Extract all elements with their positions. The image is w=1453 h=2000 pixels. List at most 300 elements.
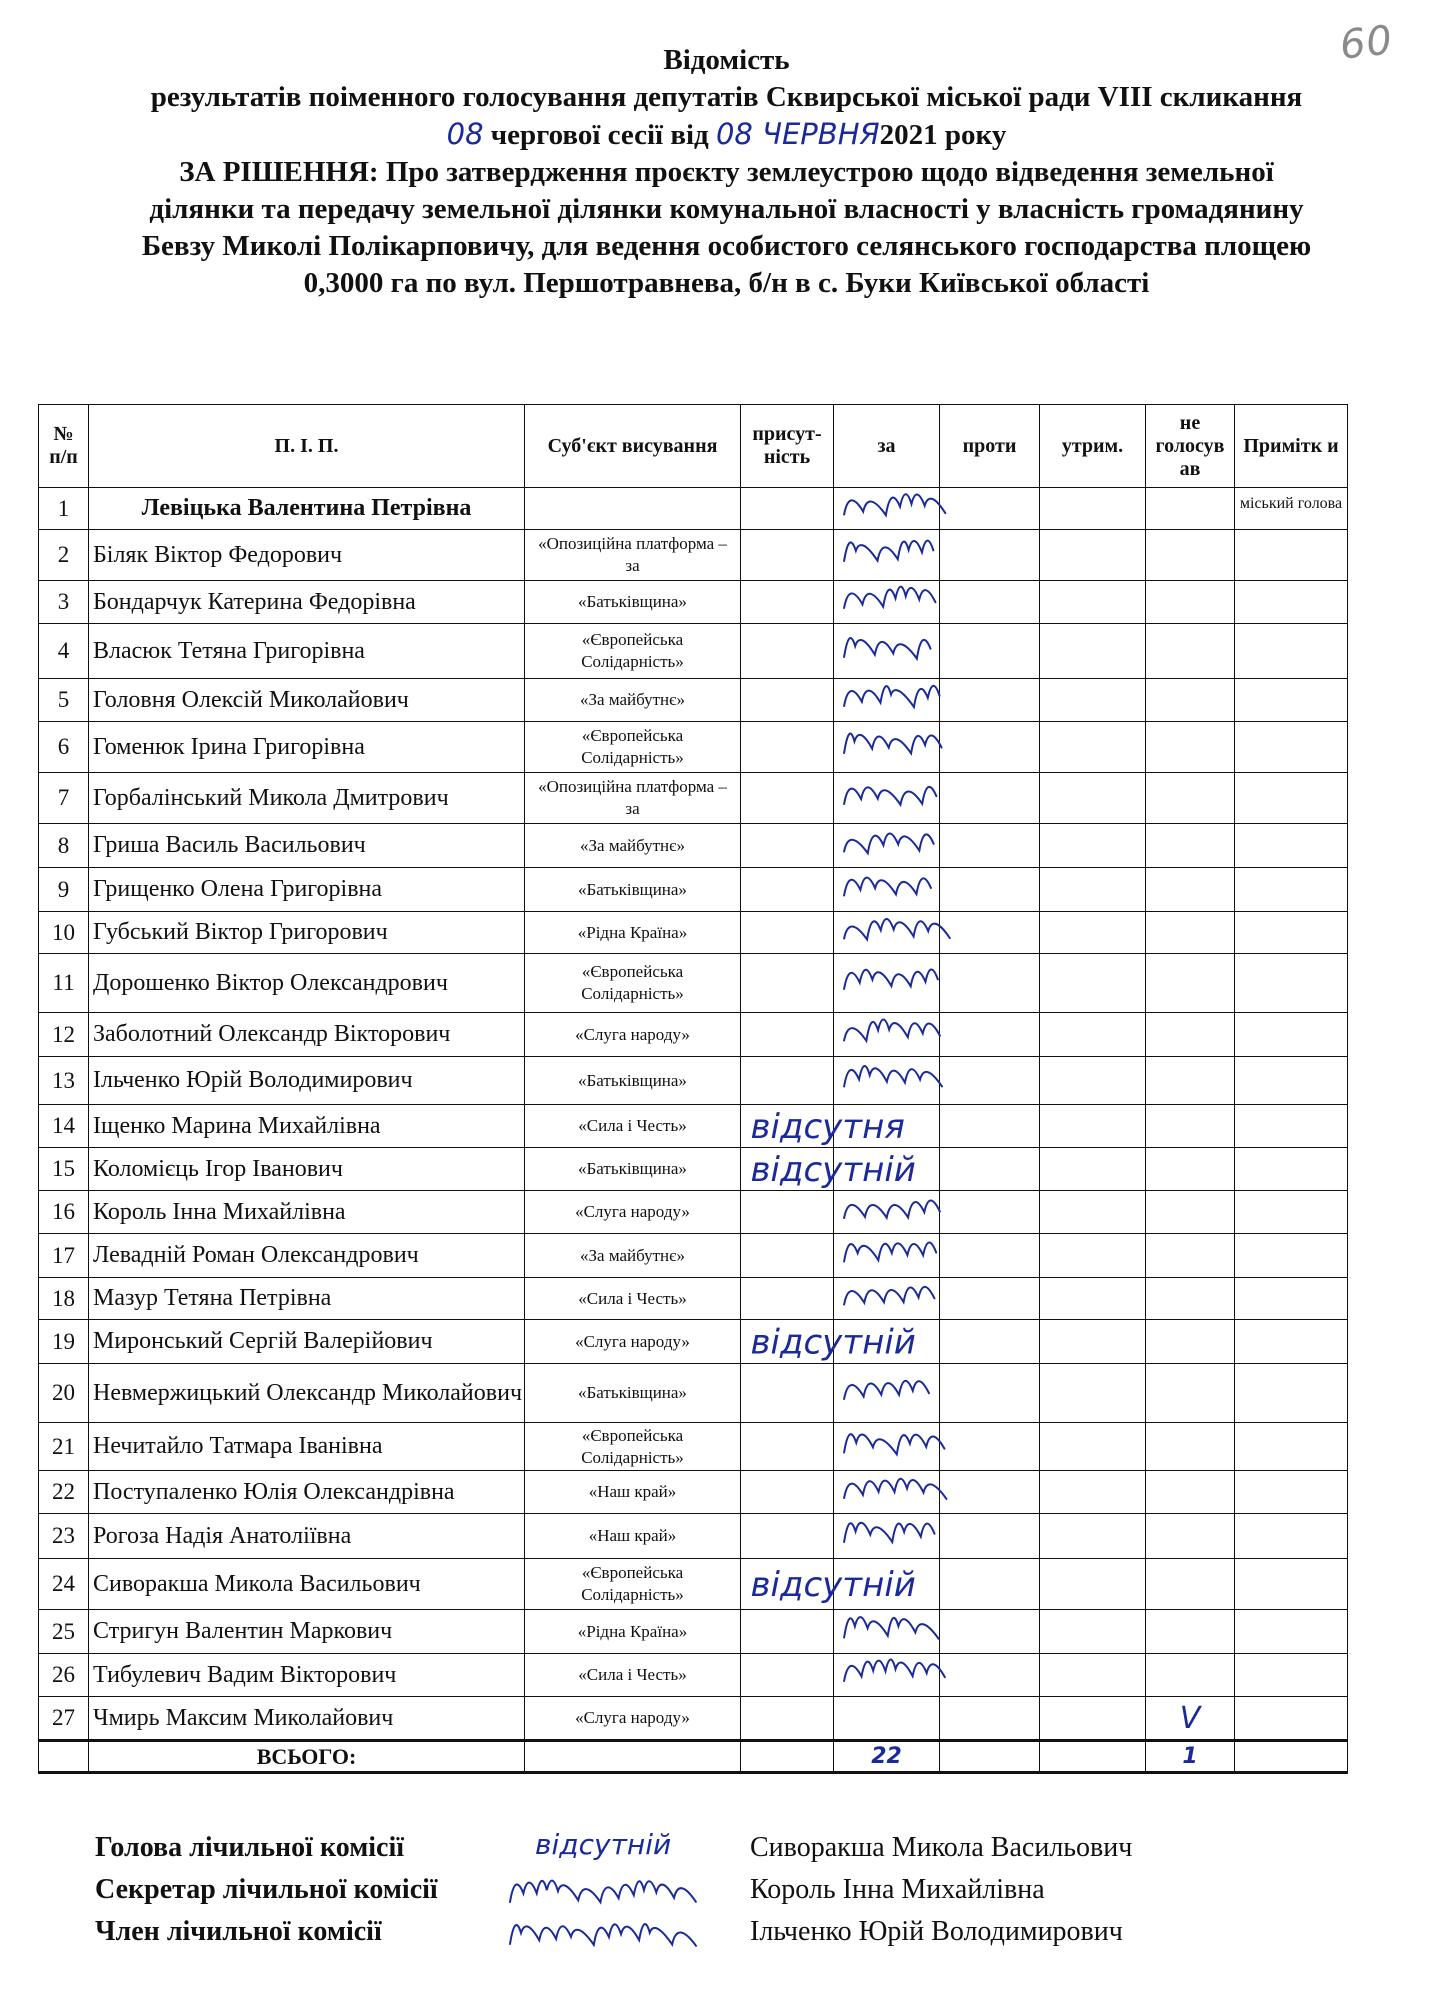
vote-for-cell [834, 1148, 940, 1191]
presence-cell [741, 1423, 834, 1471]
vote-abstain-cell [1040, 1105, 1146, 1148]
deputy-name: Мазур Тетяна Петрівна [89, 1278, 525, 1320]
deputy-name: Чмирь Максим Миколайович [89, 1697, 525, 1741]
table-row [39, 530, 1348, 581]
vote-abstain-cell [1040, 1423, 1146, 1471]
nominating-party: «Рідна Країна» [525, 1610, 741, 1654]
commission-member-name: Король Інна Михайлівна [750, 1874, 1045, 1905]
row-number: 22 [39, 1471, 89, 1514]
row-number: 19 [39, 1320, 89, 1364]
deputy-name: Горбалінський Микола Дмитрович [89, 773, 525, 824]
note-cell [1235, 1559, 1348, 1610]
col-presence: присут-ність [741, 405, 834, 488]
deputy-name: Дорошенко Віктор Олександрович [89, 954, 525, 1013]
row-number: 21 [39, 1423, 89, 1471]
vote-abstain-cell [1040, 624, 1146, 679]
vote-against-cell [940, 1148, 1040, 1191]
vote-for-cell [834, 1559, 940, 1610]
note-cell: міський голова [1235, 488, 1348, 530]
nominating-party: «Європейська Солідарність» [525, 722, 741, 773]
vote-against-cell [940, 1013, 1040, 1057]
row-number: 14 [39, 1105, 89, 1148]
not-voted-cell [1146, 1654, 1235, 1697]
table-row [39, 1423, 1348, 1471]
vote-abstain-cell [1040, 1471, 1146, 1514]
session-number: 08 [446, 117, 484, 151]
note-cell [1235, 1105, 1348, 1148]
not-voted-cell [1146, 1514, 1235, 1559]
table-row [39, 624, 1348, 679]
presence-cell [741, 679, 834, 722]
not-voted-cell [1146, 1610, 1235, 1654]
deputy-name: Невмержицький Олександр Миколайович [89, 1364, 525, 1423]
deputy-name: Тибулевич Вадим Вікторович [89, 1654, 525, 1697]
vote-against-cell [940, 530, 1040, 581]
row-number: 24 [39, 1559, 89, 1610]
deputy-name: Грищенко Олена Григорівна [89, 868, 525, 912]
vote-abstain-cell [1040, 1364, 1146, 1423]
vote-against-cell [940, 1514, 1040, 1559]
deputy-name: Іщенко Марина Михайлівна [89, 1105, 525, 1148]
note-cell [1235, 1234, 1348, 1278]
nominating-party: «Слуга народу» [525, 1320, 741, 1364]
nominating-party: «Європейська Солідарність» [525, 624, 741, 679]
table-row [39, 1013, 1348, 1057]
vote-against-cell [940, 868, 1040, 912]
not-voted-cell [1146, 1364, 1235, 1423]
presence-cell [741, 581, 834, 624]
commission-absent-mark: відсутній [535, 1828, 672, 1861]
vote-for-cell [834, 912, 940, 954]
table-row [39, 1697, 1348, 1741]
row-number: 10 [39, 912, 89, 954]
not-voted-cell [1146, 773, 1235, 824]
vote-for-cell [834, 624, 940, 679]
decision-line-1: ЗА РІШЕННЯ: Про затвердження проєкту землеустрою щодо відведення земельної [179, 156, 1274, 188]
table-row [39, 773, 1348, 824]
col-name: П. І. П. [89, 405, 525, 488]
table-row [39, 1559, 1348, 1610]
vote-for-cell [834, 1610, 940, 1654]
vote-against-cell [940, 1234, 1040, 1278]
vote-for-cell [834, 679, 940, 722]
vote-against-cell [940, 581, 1040, 624]
vote-abstain-cell [1040, 1559, 1146, 1610]
commission-row [95, 1916, 1345, 1958]
note-cell [1235, 1514, 1348, 1559]
deputy-name: Король Інна Михайлівна [89, 1191, 525, 1234]
deputy-name: Власюк Тетяна Григорівна [89, 624, 525, 679]
table-row [39, 824, 1348, 868]
vote-abstain-cell [1040, 1610, 1146, 1654]
note-cell [1235, 1013, 1348, 1057]
nominating-party: «Слуга народу» [525, 1697, 741, 1741]
absent-mark: відсутній [750, 1322, 916, 1363]
not-voted-cell [1146, 722, 1235, 773]
nominating-party: «За майбутнє» [525, 1234, 741, 1278]
vote-abstain-cell [1040, 912, 1146, 954]
presence-cell [741, 1013, 834, 1057]
vote-for-cell [834, 1471, 940, 1514]
col-notes: Примітк и [1235, 405, 1348, 488]
table-row [39, 1234, 1348, 1278]
vote-against-cell [940, 1559, 1040, 1610]
deputy-name: Левіцька Валентина Петрівна [89, 488, 525, 530]
nominating-party: «За майбутнє» [525, 679, 741, 722]
nominating-party: «За майбутнє» [525, 824, 741, 868]
table-row [39, 912, 1348, 954]
note-cell [1235, 624, 1348, 679]
not-voted-cell [1146, 1191, 1235, 1234]
vote-against-cell [940, 1278, 1040, 1320]
table-row [39, 1148, 1348, 1191]
presence-cell [741, 1148, 834, 1191]
row-number: 11 [39, 954, 89, 1013]
row-number: 13 [39, 1057, 89, 1105]
not-voted-cell [1146, 1013, 1235, 1057]
row-number: 3 [39, 581, 89, 624]
presence-cell [741, 1559, 834, 1610]
note-cell [1235, 1423, 1348, 1471]
vote-against-cell [940, 1057, 1040, 1105]
vote-against-cell [940, 1654, 1040, 1697]
vote-for-cell [834, 1697, 940, 1741]
row-number: 17 [39, 1234, 89, 1278]
commission-signatures [95, 1828, 1345, 1958]
note-cell [1235, 824, 1348, 868]
not-voted-cell [1146, 624, 1235, 679]
note-cell [1235, 954, 1348, 1013]
not-voted-cell [1146, 1057, 1235, 1105]
not-voted-cell [1146, 868, 1235, 912]
vote-against-cell [940, 679, 1040, 722]
session-text: чергової сесії від [490, 119, 709, 151]
vote-against-cell [940, 1364, 1040, 1423]
vote-for-cell [834, 1013, 940, 1057]
row-number: 25 [39, 1610, 89, 1654]
col-abstain: утрим. [1040, 405, 1146, 488]
vote-against-cell [940, 1610, 1040, 1654]
vote-for-cell [834, 530, 940, 581]
note-cell [1235, 773, 1348, 824]
not-voted-cell [1146, 488, 1235, 530]
nominating-party: «Батьківщина» [525, 1148, 741, 1191]
presence-cell [741, 530, 834, 581]
row-number: 6 [39, 722, 89, 773]
col-number: № п/п [39, 405, 89, 488]
col-not-voted: не голосув ав [1146, 405, 1235, 488]
vote-against-cell [940, 773, 1040, 824]
presence-cell [741, 488, 834, 530]
vote-for-cell [834, 1514, 940, 1559]
not-voted-cell [1146, 1423, 1235, 1471]
vote-against-cell [940, 624, 1040, 679]
presence-cell [741, 1471, 834, 1514]
note-cell [1235, 1148, 1348, 1191]
not-voted-cell [1146, 954, 1235, 1013]
presence-cell [741, 868, 834, 912]
table-row [39, 868, 1348, 912]
deputy-name: Гриша Василь Васильович [89, 824, 525, 868]
decision-line-4: 0,3000 га по вул. Першотравнева, б/н в с. Буки Київської області [303, 267, 1150, 299]
document-header [0, 42, 1453, 302]
row-number: 7 [39, 773, 89, 824]
page-number: 60 [1337, 17, 1396, 69]
nominating-party: «Батьківщина» [525, 581, 741, 624]
nominating-party: «Опозиційна платформа – за [525, 530, 741, 581]
nominating-party: «Європейська Солідарність» [525, 1423, 741, 1471]
presence-cell [741, 773, 834, 824]
presence-cell [741, 1654, 834, 1697]
nominating-party: «Батьківщина» [525, 868, 741, 912]
nominating-party: «Наш край» [525, 1514, 741, 1559]
presence-cell [741, 824, 834, 868]
not-voted-cell [1146, 530, 1235, 581]
not-voted-cell [1146, 1148, 1235, 1191]
presence-cell [741, 1105, 834, 1148]
col-for: за [834, 405, 940, 488]
deputy-name: Нечитайло Татмара Іванівна [89, 1423, 525, 1471]
deputy-name: Сиворакша Микола Васильович [89, 1559, 525, 1610]
note-cell [1235, 912, 1348, 954]
table-row [39, 1610, 1348, 1654]
not-voted-cell [1146, 1559, 1235, 1610]
vote-abstain-cell [1040, 824, 1146, 868]
vote-abstain-cell [1040, 1148, 1146, 1191]
row-number: 20 [39, 1364, 89, 1423]
deputy-name: Гоменюк Ірина Григорівна [89, 722, 525, 773]
vote-for-cell [834, 868, 940, 912]
nominating-party: «Слуга народу» [525, 1191, 741, 1234]
not-voted-cell: V [1146, 1697, 1235, 1741]
table-row [39, 1278, 1348, 1320]
vote-against-cell [940, 954, 1040, 1013]
presence-cell [741, 1364, 834, 1423]
table-row [39, 488, 1348, 530]
deputy-name: Стригун Валентин Маркович [89, 1610, 525, 1654]
vote-abstain-cell [1040, 722, 1146, 773]
presence-cell [741, 1191, 834, 1234]
vote-abstain-cell [1040, 1514, 1146, 1559]
vote-abstain-cell [1040, 868, 1146, 912]
total-row [39, 1741, 1348, 1773]
row-number: 5 [39, 679, 89, 722]
vote-for-cell [834, 773, 940, 824]
decision-line-3: Бевзу Миколі Полікарповичу, для ведення особистого селянського господарства площею [141, 230, 1312, 262]
nominating-party: «Сила і Честь» [525, 1278, 741, 1320]
col-against: проти [940, 405, 1040, 488]
note-cell [1235, 1654, 1348, 1697]
vote-for-cell [834, 1105, 940, 1148]
vote-for-cell [834, 1364, 940, 1423]
deputy-name: Коломієць Ігор Іванович [89, 1148, 525, 1191]
commission-role: Член лічильної комісії [95, 1916, 382, 1947]
vote-abstain-cell [1040, 1654, 1146, 1697]
document-title: Відомість [663, 44, 790, 76]
nominating-party: «Слуга народу» [525, 1013, 741, 1057]
vote-abstain-cell [1040, 530, 1146, 581]
vote-against-cell [940, 1471, 1040, 1514]
not-voted-cell [1146, 1278, 1235, 1320]
table-row [39, 1471, 1348, 1514]
deputy-name: Левадній Роман Олександрович [89, 1234, 525, 1278]
row-number: 16 [39, 1191, 89, 1234]
not-voted-cell [1146, 1471, 1235, 1514]
presence-cell [741, 1514, 834, 1559]
nominating-party: «Європейська Солідарність» [525, 954, 741, 1013]
not-voted-cell [1146, 1320, 1235, 1364]
not-voted-cell [1146, 912, 1235, 954]
total-for: 22 [834, 1741, 940, 1773]
table-row [39, 1514, 1348, 1559]
row-number: 9 [39, 868, 89, 912]
row-number: 2 [39, 530, 89, 581]
not-voted-cell [1146, 581, 1235, 624]
absent-mark: відсутній [750, 1565, 916, 1605]
note-cell [1235, 679, 1348, 722]
col-party: Суб'єкт висування [525, 405, 741, 488]
deputy-name: Бондарчук Катерина Федорівна [89, 581, 525, 624]
vote-abstain-cell [1040, 1057, 1146, 1105]
table-row [39, 1057, 1348, 1105]
row-number: 26 [39, 1654, 89, 1697]
presence-cell [741, 1610, 834, 1654]
table-row [39, 1364, 1348, 1423]
nominating-party: «Європейська Солідарність» [525, 1559, 741, 1610]
presence-cell [741, 912, 834, 954]
vote-for-cell [834, 1191, 940, 1234]
note-cell [1235, 722, 1348, 773]
vote-abstain-cell [1040, 581, 1146, 624]
note-cell [1235, 1610, 1348, 1654]
vote-against-cell [940, 1320, 1040, 1364]
row-number: 23 [39, 1514, 89, 1559]
commission-role: Голова лічильної комісії [95, 1832, 405, 1863]
vote-against-cell [940, 912, 1040, 954]
presence-cell [741, 1057, 834, 1105]
total-label: ВСЬОГО: [89, 1741, 525, 1773]
voting-table [38, 404, 1348, 1774]
vote-for-cell [834, 1654, 940, 1697]
deputy-name: Рогоза Надія Анатоліївна [89, 1514, 525, 1559]
note-cell [1235, 1471, 1348, 1514]
note-cell [1235, 530, 1348, 581]
table-row [39, 1320, 1348, 1364]
vote-abstain-cell [1040, 1320, 1146, 1364]
note-cell [1235, 1320, 1348, 1364]
row-number: 15 [39, 1148, 89, 1191]
vote-for-cell [834, 1234, 940, 1278]
note-cell [1235, 1278, 1348, 1320]
vote-against-cell [940, 488, 1040, 530]
note-cell [1235, 1057, 1348, 1105]
vote-abstain-cell [1040, 679, 1146, 722]
note-cell [1235, 1697, 1348, 1741]
vote-for-cell [834, 581, 940, 624]
vote-abstain-cell [1040, 1278, 1146, 1320]
presence-cell [741, 1234, 834, 1278]
table-row [39, 581, 1348, 624]
deputy-name: Ільченко Юрій Володимирович [89, 1057, 525, 1105]
deputy-name: Біляк Віктор Федорович [89, 530, 525, 581]
commission-member-name: Ільченко Юрій Володимирович [750, 1916, 1123, 1947]
row-number: 4 [39, 624, 89, 679]
nominating-party [525, 488, 741, 530]
total-not-voted: 1 [1146, 1741, 1235, 1773]
not-voted-cell [1146, 679, 1235, 722]
deputy-name: Поступаленко Юлія Олександрівна [89, 1471, 525, 1514]
session-line [0, 116, 1453, 154]
decision-line-2: ділянки та передачу земельної ділянки комунальної власності у власність громадянину [149, 193, 1304, 225]
vote-abstain-cell [1040, 1697, 1146, 1741]
vote-abstain-cell [1040, 954, 1146, 1013]
nominating-party: «Батьківщина» [525, 1364, 741, 1423]
vote-abstain-cell [1040, 488, 1146, 530]
vote-abstain-cell [1040, 773, 1146, 824]
vote-abstain-cell [1040, 1013, 1146, 1057]
vote-for-cell [834, 1423, 940, 1471]
vote-for-cell [834, 1057, 940, 1105]
nominating-party: «Рідна Країна» [525, 912, 741, 954]
presence-cell [741, 722, 834, 773]
table-row [39, 954, 1348, 1013]
note-cell [1235, 581, 1348, 624]
document-subtitle: результатів поіменного голосування депутатів Сквирської міської ради VIII скликання [150, 81, 1303, 113]
presence-cell [741, 954, 834, 1013]
absent-mark: відсутня [750, 1107, 905, 1147]
row-number: 18 [39, 1278, 89, 1320]
vote-abstain-cell [1040, 1191, 1146, 1234]
not-voted-cell [1146, 824, 1235, 868]
vote-for-cell [834, 824, 940, 868]
row-number: 27 [39, 1697, 89, 1741]
table-row [39, 1105, 1348, 1148]
vote-against-cell [940, 1105, 1040, 1148]
not-voted-cell [1146, 1234, 1235, 1278]
deputy-name: Заболотний Олександр Вікторович [89, 1013, 525, 1057]
session-date: 08 ЧЕРВНЯ [715, 117, 880, 151]
nominating-party: «Сила і Честь» [525, 1654, 741, 1697]
note-cell [1235, 1191, 1348, 1234]
note-cell [1235, 868, 1348, 912]
absent-mark: відсутній [750, 1150, 916, 1190]
note-cell [1235, 1364, 1348, 1423]
table-row [39, 679, 1348, 722]
vote-against-cell [940, 1697, 1040, 1741]
row-number: 1 [39, 488, 89, 530]
nominating-party: «Батьківщина» [525, 1057, 741, 1105]
presence-cell [741, 1697, 834, 1741]
not-voted-cell [1146, 1105, 1235, 1148]
commission-row [95, 1828, 1345, 1874]
vote-against-cell [940, 1191, 1040, 1234]
vote-for-cell [834, 1278, 940, 1320]
vote-for-cell [834, 488, 940, 530]
table-header-row [39, 405, 1348, 488]
nominating-party: «Наш край» [525, 1471, 741, 1514]
nominating-party: «Сила і Честь» [525, 1105, 741, 1148]
nominating-party: «Опозиційна платформа – за [525, 773, 741, 824]
presence-cell [741, 1278, 834, 1320]
session-year: 2021 року [879, 119, 1007, 151]
deputy-name: Губський Віктор Григорович [89, 912, 525, 954]
vote-for-cell [834, 1320, 940, 1364]
vote-for-cell [834, 722, 940, 773]
deputy-name: Головня Олексій Миколайович [89, 679, 525, 722]
commission-member-name: Сиворакша Микола Васильович [750, 1832, 1133, 1863]
vote-against-cell [940, 824, 1040, 868]
table-row [39, 1191, 1348, 1234]
